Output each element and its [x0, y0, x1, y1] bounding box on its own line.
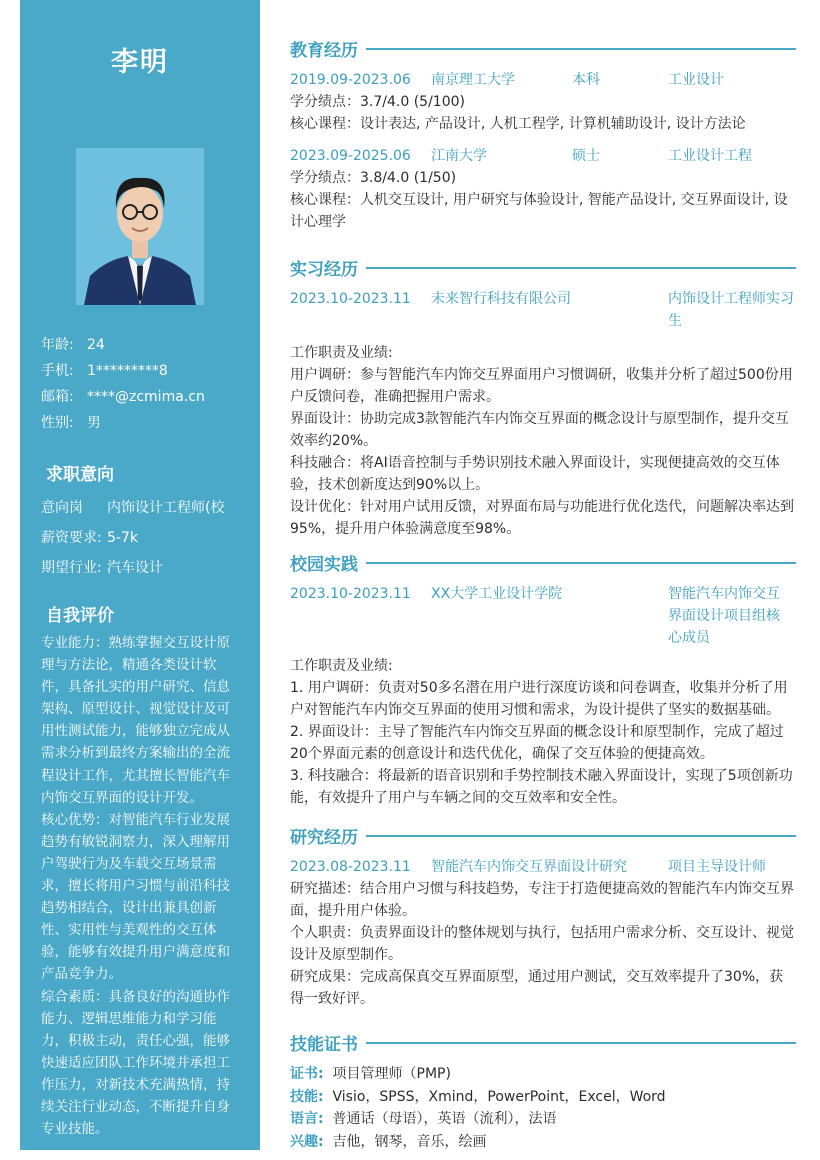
info-gender: 性别: 男 [41, 415, 101, 431]
info-age: 年龄: 24 [41, 337, 105, 353]
skill-row-certificate: 证书: 项目管理师（PMP) [290, 1066, 451, 1082]
internship-line: 科技融合：将AI语音控制与手势识别技术融入界面设计，实现便捷高效的交互体验，技术创新度达到90%以上。 [290, 455, 780, 493]
section-title: 技能证书 [290, 1034, 358, 1055]
section-internship [290, 253, 796, 540]
section-research [290, 821, 796, 1010]
sidebar [20, 0, 260, 1150]
campus-header: 2023.10-2023.11 XX大学工业设计学院 智能汽车内饰交互界面设计项目组核心成员 [290, 586, 780, 646]
campus-line: 3. 科技融合：将最新的语音识别和手势控制技术融入界面设计，实现了5项创新功能，有效提升了用户与车辆之间的交互效率和安全性。 [290, 768, 793, 806]
education-gpa: 学分绩点：3.8/4.0 (1/50) [290, 170, 457, 186]
self-eval-text [41, 632, 241, 1140]
intent-position: 意向岗 内饰设计工程师(校 [41, 500, 225, 516]
research-line: 个人职责：负责界面设计的整体规划与执行，包括用户需求分析、交互设计、视觉设计及原型制作。 [290, 925, 794, 963]
section-title: 实习经历 [290, 259, 358, 280]
section-skills [290, 1028, 796, 1153]
section-divider [366, 48, 796, 50]
education-entry-header: 2023.09-2025.06 江南大学 硕士 工业设计工程 [290, 148, 752, 164]
section-title: 教育经历 [290, 40, 358, 61]
education-gpa: 学分绩点：3.7/4.0 (5/100) [290, 94, 465, 110]
internship-details [290, 364, 796, 540]
candidate-name: 李明 [111, 47, 169, 78]
internship-duty-title: 工作职责及业绩: [290, 345, 393, 361]
research-header: 2023.08-2023.11 智能汽车内饰交互界面设计研究 项目主导设计师 [290, 859, 766, 875]
section-divider [366, 267, 796, 269]
education-courses: 核心课程：人机交互设计, 用户研究与体验设计, 智能产品设计, 交互界面设计, 设计心理学 [290, 192, 788, 230]
skill-row-interest: 兴趣: 吉他，钢琴，音乐，绘画 [290, 1133, 487, 1150]
section-divider [366, 562, 796, 564]
skills-list [290, 1063, 796, 1153]
internship-header: 2023.10-2023.11 未来智行科技有限公司 内饰设计工程师实习生 [290, 291, 794, 329]
skill-row-language: 语言: 普通话（母语），英语（流利），法语 [290, 1111, 557, 1127]
self-eval-paragraph: 核心优势：对智能汽车行业发展趋势有敏锐洞察力，深入理解用户驾驶行为及车载交互场景需求，擅长将用户习惯与前沿科技趋势相结合，设计出兼具创新性、实用性与美观性的交互体验，能够有效提升用户满意度和产品竞争力。 [41, 811, 230, 983]
intent-salary: 薪资要求: 5-7k [41, 530, 138, 546]
research-line: 研究成果：完成高保真交互界面原型，通过用户测试，交互效率提升了30%，获得一致好评。 [290, 969, 784, 1007]
section-education [290, 34, 796, 233]
section-campus [290, 548, 796, 809]
campus-line: 2. 界面设计：主导了智能汽车内饰交互界面的概念设计和原型制作，完成了超过20个界面元素的创意设计和迭代优化，确保了交互体验的便捷高效。 [290, 724, 784, 762]
section-divider [366, 835, 796, 837]
avatar-illustration [76, 148, 204, 305]
campus-details [290, 677, 796, 809]
research-line: 研究描述：结合用户习惯与科技趋势，专注于打造便捷高效的智能汽车内饰交互界面，提升用户体验。 [290, 881, 794, 919]
section-title: 校园实践 [290, 554, 358, 575]
info-email: 邮箱: ****@zcmima.cn [41, 389, 205, 405]
personal-info [41, 334, 205, 438]
education-entry-header: 2019.09-2023.06 南京理工大学 本科 工业设计 [290, 72, 724, 88]
education-courses: 核心课程：设计表达, 产品设计, 人机工程学, 计算机辅助设计, 设计方法论 [290, 116, 746, 132]
research-details [290, 878, 796, 1010]
self-eval-paragraph: 综合素质：具备良好的沟通协作能力、逻辑思维能力和学习能力，积极主动，责任心强，能够快速适应团队工作环境并承担工作压力，对新技术充满热情，持续关注行业动态，不断提升自身专业技能。 [41, 988, 230, 1138]
campus-line: 1. 用户调研：负责对50多名潜在用户进行深度访谈和问卷调查，收集并分析了用户对智能汽车内饰交互界面的使用习惯和需求，为设计提供了坚实的数据基础。 [290, 680, 788, 718]
internship-line: 设计优化：针对用户试用反馈，对界面布局与功能进行优化迭代，问题解决率达到95%，提升用户体验满意度至98%。 [290, 499, 794, 537]
intent-title: 求职意向 [46, 465, 114, 485]
skill-row-software: 技能: Visio，SPSS，Xmind，PowerPoint，Excel，Word [290, 1088, 666, 1105]
section-divider [366, 1042, 796, 1044]
section-title: 研究经历 [290, 827, 358, 848]
intent-industry: 期望行业: 汽车设计 [41, 560, 163, 576]
internship-line: 界面设计：协助完成3款智能汽车内饰交互界面的概念设计与原型制作，提升交互效率约20%。 [290, 411, 789, 449]
job-intent [41, 496, 251, 586]
internship-line: 用户调研：参与智能汽车内饰交互界面用户习惯调研，收集并分析了超过500份用户反馈问卷，准确把握用户需求。 [290, 367, 793, 405]
avatar-photo [76, 148, 204, 305]
campus-duty-title: 工作职责及业绩: [290, 658, 393, 674]
self-eval-paragraph: 专业能力：熟练掌握交互设计原理与方法论，精通各类设计软件，具备扎实的用户研究、信息架构、原型设计、视觉设计及可用性测试能力，能够独立完成从需求分析到最终方案输出的全流程设计工作，尤其擅长智能汽车内饰交互界面的设计开发。 [41, 635, 230, 806]
info-phone: 手机: 1*********8 [41, 363, 168, 379]
self-eval-title: 自我评价 [46, 606, 114, 626]
